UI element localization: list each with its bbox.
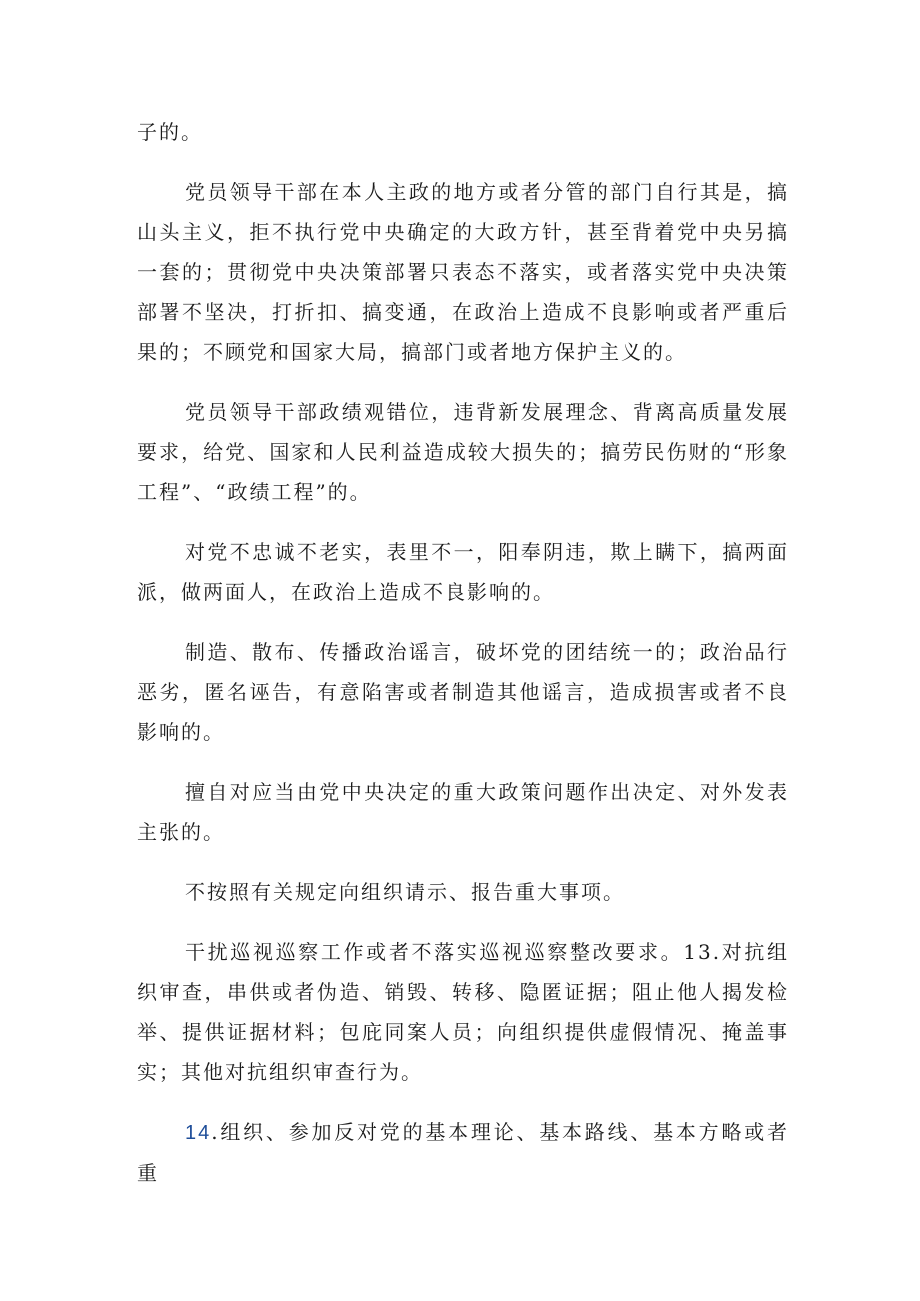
paragraph: 不按照有关规定向组织请示、报告重大事项。	[185, 880, 625, 904]
paragraph-continuation: 子的。	[137, 120, 203, 144]
paragraph: 制造、散布、传播政治谣言，破坏党的团结统一的；政治品行恶劣，匿名诬告，有意陷害或者制造其他谣言，造成损害或者不良影响的。	[137, 640, 789, 744]
item-text: .组织、参加反对党的基本理论、基本路线、基本方略或者重	[137, 1120, 789, 1185]
paragraph: 对党不忠诚不老实，表里不一，阳奉阴违，欺上瞒下，搞两面派，做两面人，在政治上造成不良影响的。	[137, 540, 789, 604]
paragraph: 党员领导干部政绩观错位，违背新发展理念、背离高质量发展要求，给党、国家和人民利益造成较大损失的；搞劳民伤财的“形象工程”、“政绩工程”的。	[137, 400, 789, 504]
paragraph: 干扰巡视巡察工作或者不落实巡视巡察整改要求。13.对抗组织审查，串供或者伪造、销毁、转移、隐匿证据；阻止他人揭发检举、提供证据材料；包庇同案人员；向组织提供虚假情况、掩盖事实；其他对抗组织审查行为。	[137, 940, 789, 1084]
item-number: 14	[185, 1122, 212, 1144]
paragraph: 党员领导干部在本人主政的地方或者分管的部门自行其是，搞山头主义，拒不执行党中央确定的大政方针，甚至背着党中央另搞一套的；贯彻党中央决策部署只表态不落实，或者落实党中央决策部署不坚决，打折扣、搞变通，在政治上造成不良影响或者严重后果的；不顾党和国家大局，搞部门或者地方保护主义的。	[137, 180, 789, 364]
paragraph: 擅自对应当由党中央决定的重大政策问题作出决定、对外发表主张的。	[137, 780, 789, 844]
document-body	[137, 112, 789, 1213]
paragraph-numbered	[137, 1112, 789, 1193]
